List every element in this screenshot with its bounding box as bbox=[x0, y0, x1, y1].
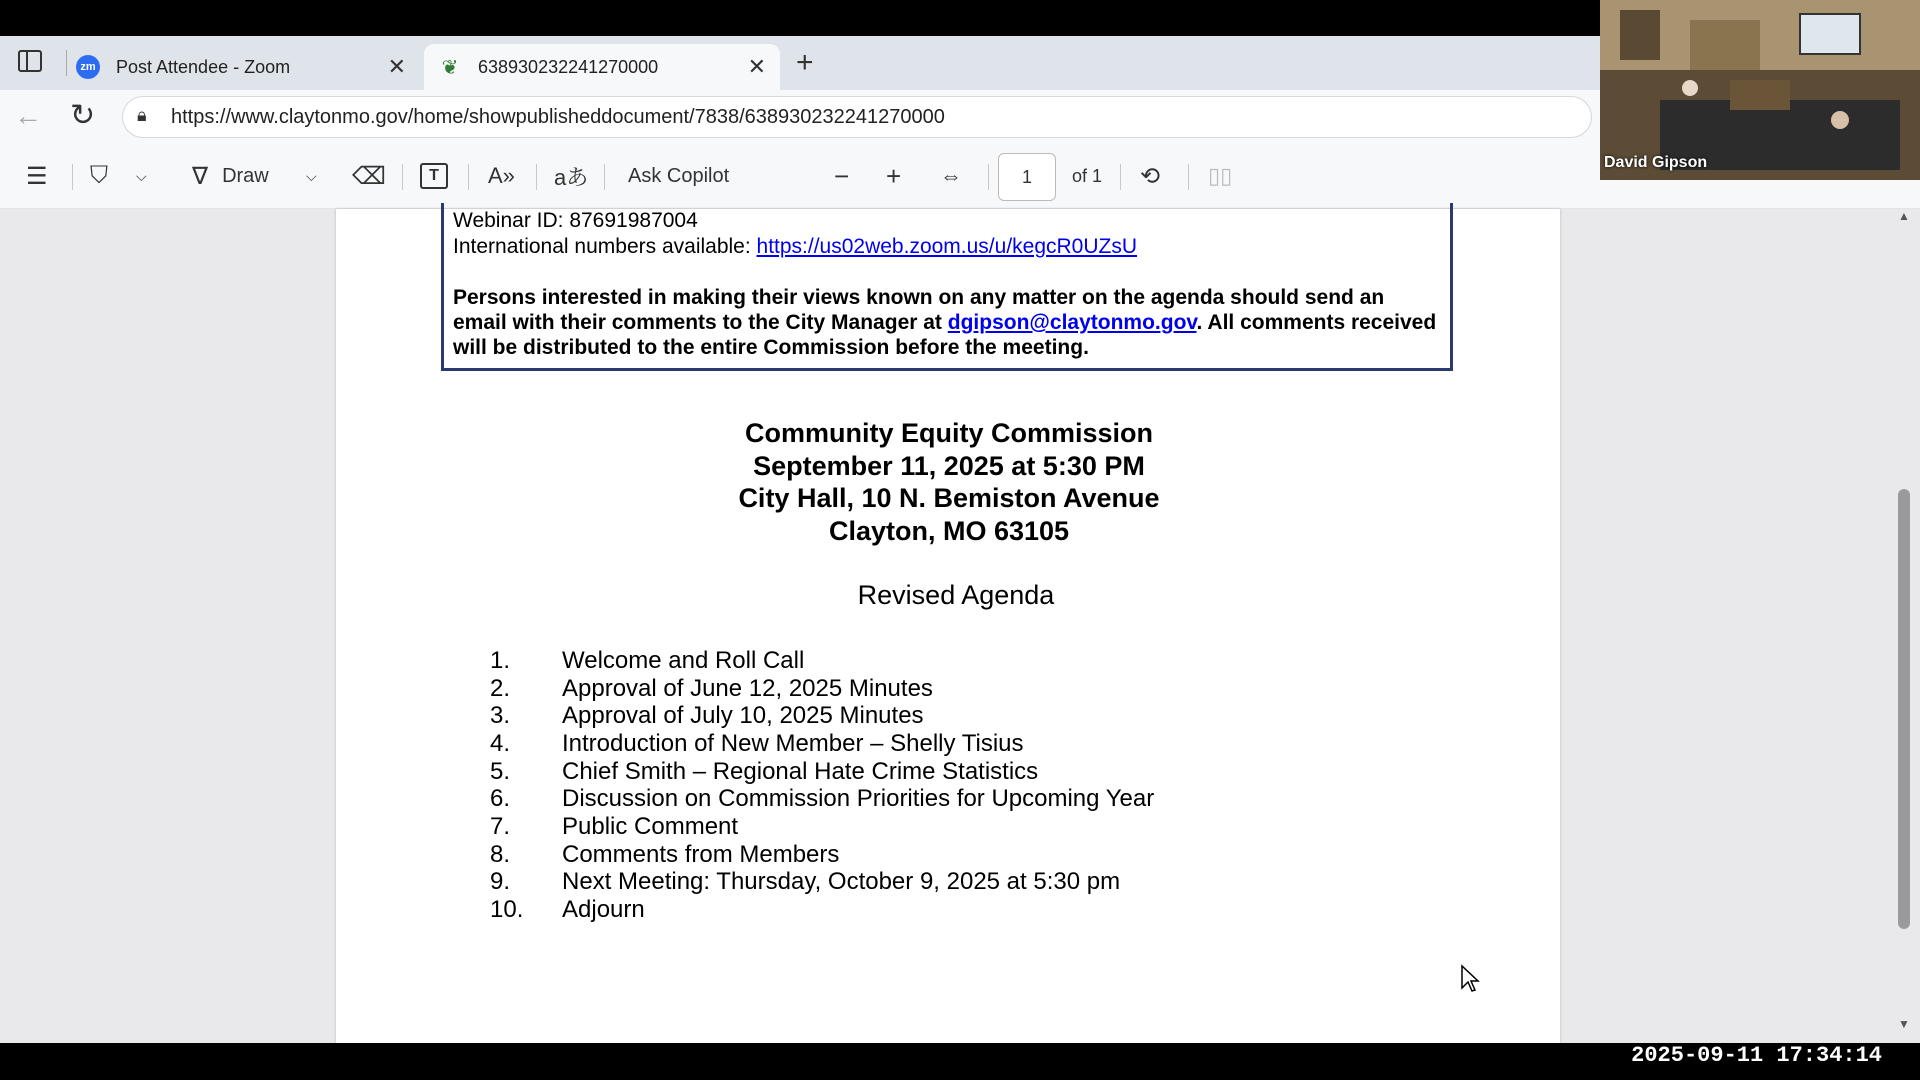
agenda-title: Revised Agenda bbox=[857, 580, 1055, 610]
zoom-in-icon[interactable]: + bbox=[886, 160, 902, 191]
mouse-cursor-icon bbox=[1460, 964, 1480, 994]
ask-copilot-button[interactable]: Ask Copilot bbox=[628, 164, 730, 187]
url-text: https://www.claytonmo.gov/home/showpublisheddocument/7838/638930232241270000 bbox=[171, 105, 945, 128]
divider bbox=[1120, 164, 1121, 190]
divider bbox=[536, 164, 537, 190]
divider bbox=[1188, 164, 1189, 190]
scrollbar-thumb[interactable] bbox=[1898, 489, 1910, 929]
recording-timestamp: 2025-09-11 17:34:14 bbox=[1631, 1043, 1882, 1068]
back-icon[interactable]: ← bbox=[14, 100, 42, 131]
zoom-out-icon[interactable]: − bbox=[834, 160, 850, 191]
zoom-favicon-icon: zm bbox=[76, 55, 100, 79]
meeting-room-image bbox=[1600, 0, 1920, 180]
tab-zoom[interactable] bbox=[62, 44, 420, 90]
divider bbox=[402, 164, 403, 190]
agenda-item: 3. Approval of July 10, 2025 Minutes bbox=[490, 702, 924, 729]
pdf-page bbox=[336, 209, 1560, 1043]
heading-line: Clayton, MO 63105 bbox=[828, 515, 1070, 546]
notice-text: . All comments received will be distributed to the entire Commission before the meeting. bbox=[453, 311, 1437, 359]
webinar-id: Webinar ID: 87691987004 bbox=[453, 209, 698, 232]
page-number-input[interactable]: 1 bbox=[998, 153, 1056, 201]
agenda-item: 5. Chief Smith – Regional Hate Crime Statistics bbox=[490, 758, 1039, 785]
eraser-icon[interactable]: ⌫ bbox=[352, 162, 386, 190]
draw-label: Draw bbox=[222, 164, 269, 187]
fit-width-icon[interactable]: ⇔ bbox=[940, 163, 962, 188]
bottom-black-bar bbox=[0, 1043, 1920, 1080]
lock-icon: 🔒︎ bbox=[137, 105, 147, 125]
chevron-down-icon[interactable]: ⌵ bbox=[136, 167, 147, 184]
tab-title: Post Attendee - Zoom bbox=[116, 56, 291, 77]
intl-numbers-line bbox=[453, 235, 1137, 259]
divider bbox=[988, 164, 989, 190]
tab-pdf[interactable] bbox=[424, 44, 780, 90]
scroll-down-icon[interactable]: ▼ bbox=[1898, 1017, 1910, 1031]
read-aloud-icon[interactable]: A» bbox=[488, 163, 515, 188]
highlight-icon[interactable]: ⛉ bbox=[90, 162, 108, 189]
city-favicon-icon: ❦ bbox=[441, 56, 459, 79]
meeting-heading bbox=[336, 417, 1562, 547]
tab-title: 638930232241270000 bbox=[478, 56, 659, 77]
email-link[interactable]: dgipson@claytonmo.gov bbox=[947, 311, 1197, 334]
comment-notice bbox=[453, 285, 1443, 360]
notice-text: Persons interested in making their views known on any matter on the agenda should send an email with their comments to the City Manager at bbox=[453, 286, 1385, 334]
intl-link[interactable]: https://us02web.zoom.us/u/kegcR0UZsU bbox=[756, 235, 1138, 258]
tab-actions-icon[interactable] bbox=[18, 50, 42, 72]
agenda-item: 10. Adjourn bbox=[490, 896, 645, 923]
close-tab-icon[interactable]: ✕ bbox=[387, 54, 406, 79]
divider bbox=[72, 164, 73, 190]
divider bbox=[604, 164, 605, 190]
contents-icon[interactable]: ☰ bbox=[26, 162, 48, 190]
address-bar-row bbox=[0, 90, 1600, 146]
rotate-icon[interactable]: ⟲ bbox=[1140, 162, 1161, 190]
draw-button[interactable] bbox=[192, 156, 269, 196]
heading-line: City Hall, 10 N. Bemiston Avenue bbox=[738, 483, 1160, 513]
agenda-item: 9. Next Meeting: Thursday, October 9, 2025 at 5:30 pm bbox=[490, 868, 1121, 895]
tab-strip bbox=[0, 36, 1600, 90]
translate-icon[interactable]: aあ bbox=[554, 164, 589, 190]
draw-pen-icon: ∇ bbox=[192, 162, 209, 190]
divider bbox=[468, 164, 469, 190]
new-tab-icon[interactable]: + bbox=[796, 46, 814, 79]
agenda-item: 1. Welcome and Roll Call bbox=[490, 647, 805, 674]
close-tab-icon[interactable]: ✕ bbox=[747, 54, 766, 79]
chevron-down-icon[interactable]: ⌵ bbox=[306, 167, 317, 184]
vertical-scrollbar[interactable] bbox=[1890, 209, 1920, 1043]
page-total: of 1 bbox=[1072, 165, 1103, 186]
agenda-item: 4. Introduction of New Member – Shelly Tisius bbox=[490, 730, 1024, 757]
scroll-up-icon[interactable]: ▲ bbox=[1898, 209, 1910, 223]
agenda-item: 6. Discussion on Commission Priorities for Upcoming Year bbox=[490, 785, 1155, 812]
agenda-item: 2. Approval of June 12, 2025 Minutes bbox=[490, 675, 933, 702]
heading-line: September 11, 2025 at 5:30 PM bbox=[753, 450, 1145, 481]
refresh-icon[interactable]: ↻ bbox=[70, 99, 96, 132]
text-box-icon[interactable]: T bbox=[420, 156, 448, 196]
zoom-video-thumbnail[interactable] bbox=[1600, 0, 1920, 180]
heading-line: Community Equity Commission bbox=[744, 418, 1154, 448]
url-field[interactable] bbox=[122, 96, 1592, 138]
intl-label: International numbers available: bbox=[453, 235, 757, 258]
agenda-item: 7. Public Comment bbox=[490, 813, 739, 840]
page-view-icon[interactable]: ▯▯ bbox=[1208, 163, 1233, 188]
participant-name: David Gipson bbox=[1604, 154, 1708, 171]
agenda-item: 8. Comments from Members bbox=[490, 841, 840, 868]
